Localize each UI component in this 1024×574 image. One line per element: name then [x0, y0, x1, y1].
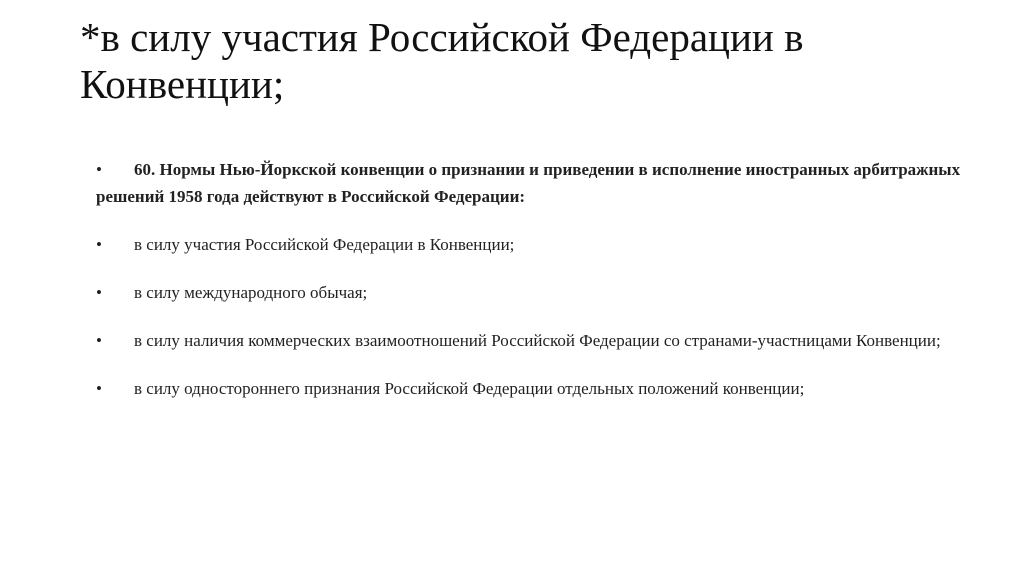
list-item-option-4	[96, 375, 966, 402]
list-item-question	[96, 156, 966, 210]
bullet-icon: •	[96, 379, 102, 398]
slide-title: *в силу участия Российской Федерации в Конвенции;	[80, 14, 804, 107]
list-item-text: в силу наличия коммерческих взаимоотношений Российской Федерации со странами-участницами Конвенции;	[134, 331, 941, 350]
list-item-option-2	[96, 279, 966, 306]
list-item-text: в силу одностороннего признания Российской Федерации отдельных положений конвенции;	[134, 379, 805, 398]
bullet-icon: •	[96, 331, 102, 350]
bullet-icon: •	[96, 283, 102, 302]
bullet-list	[96, 156, 966, 423]
bullet-icon: •	[96, 235, 102, 254]
list-item-text: в силу участия Российской Федерации в Конвенции;	[134, 235, 515, 254]
list-item-option-1	[96, 231, 966, 258]
bullet-icon: •	[96, 160, 102, 179]
list-item-text: 60. Нормы Нью-Йоркской конвенции о признании и приведении в исполнение иностранных арбитражных решений 1958 года действуют в Российской Федерации:	[96, 160, 961, 206]
list-item-text: в силу международного обычая;	[134, 283, 368, 302]
list-item-option-3	[96, 327, 966, 354]
